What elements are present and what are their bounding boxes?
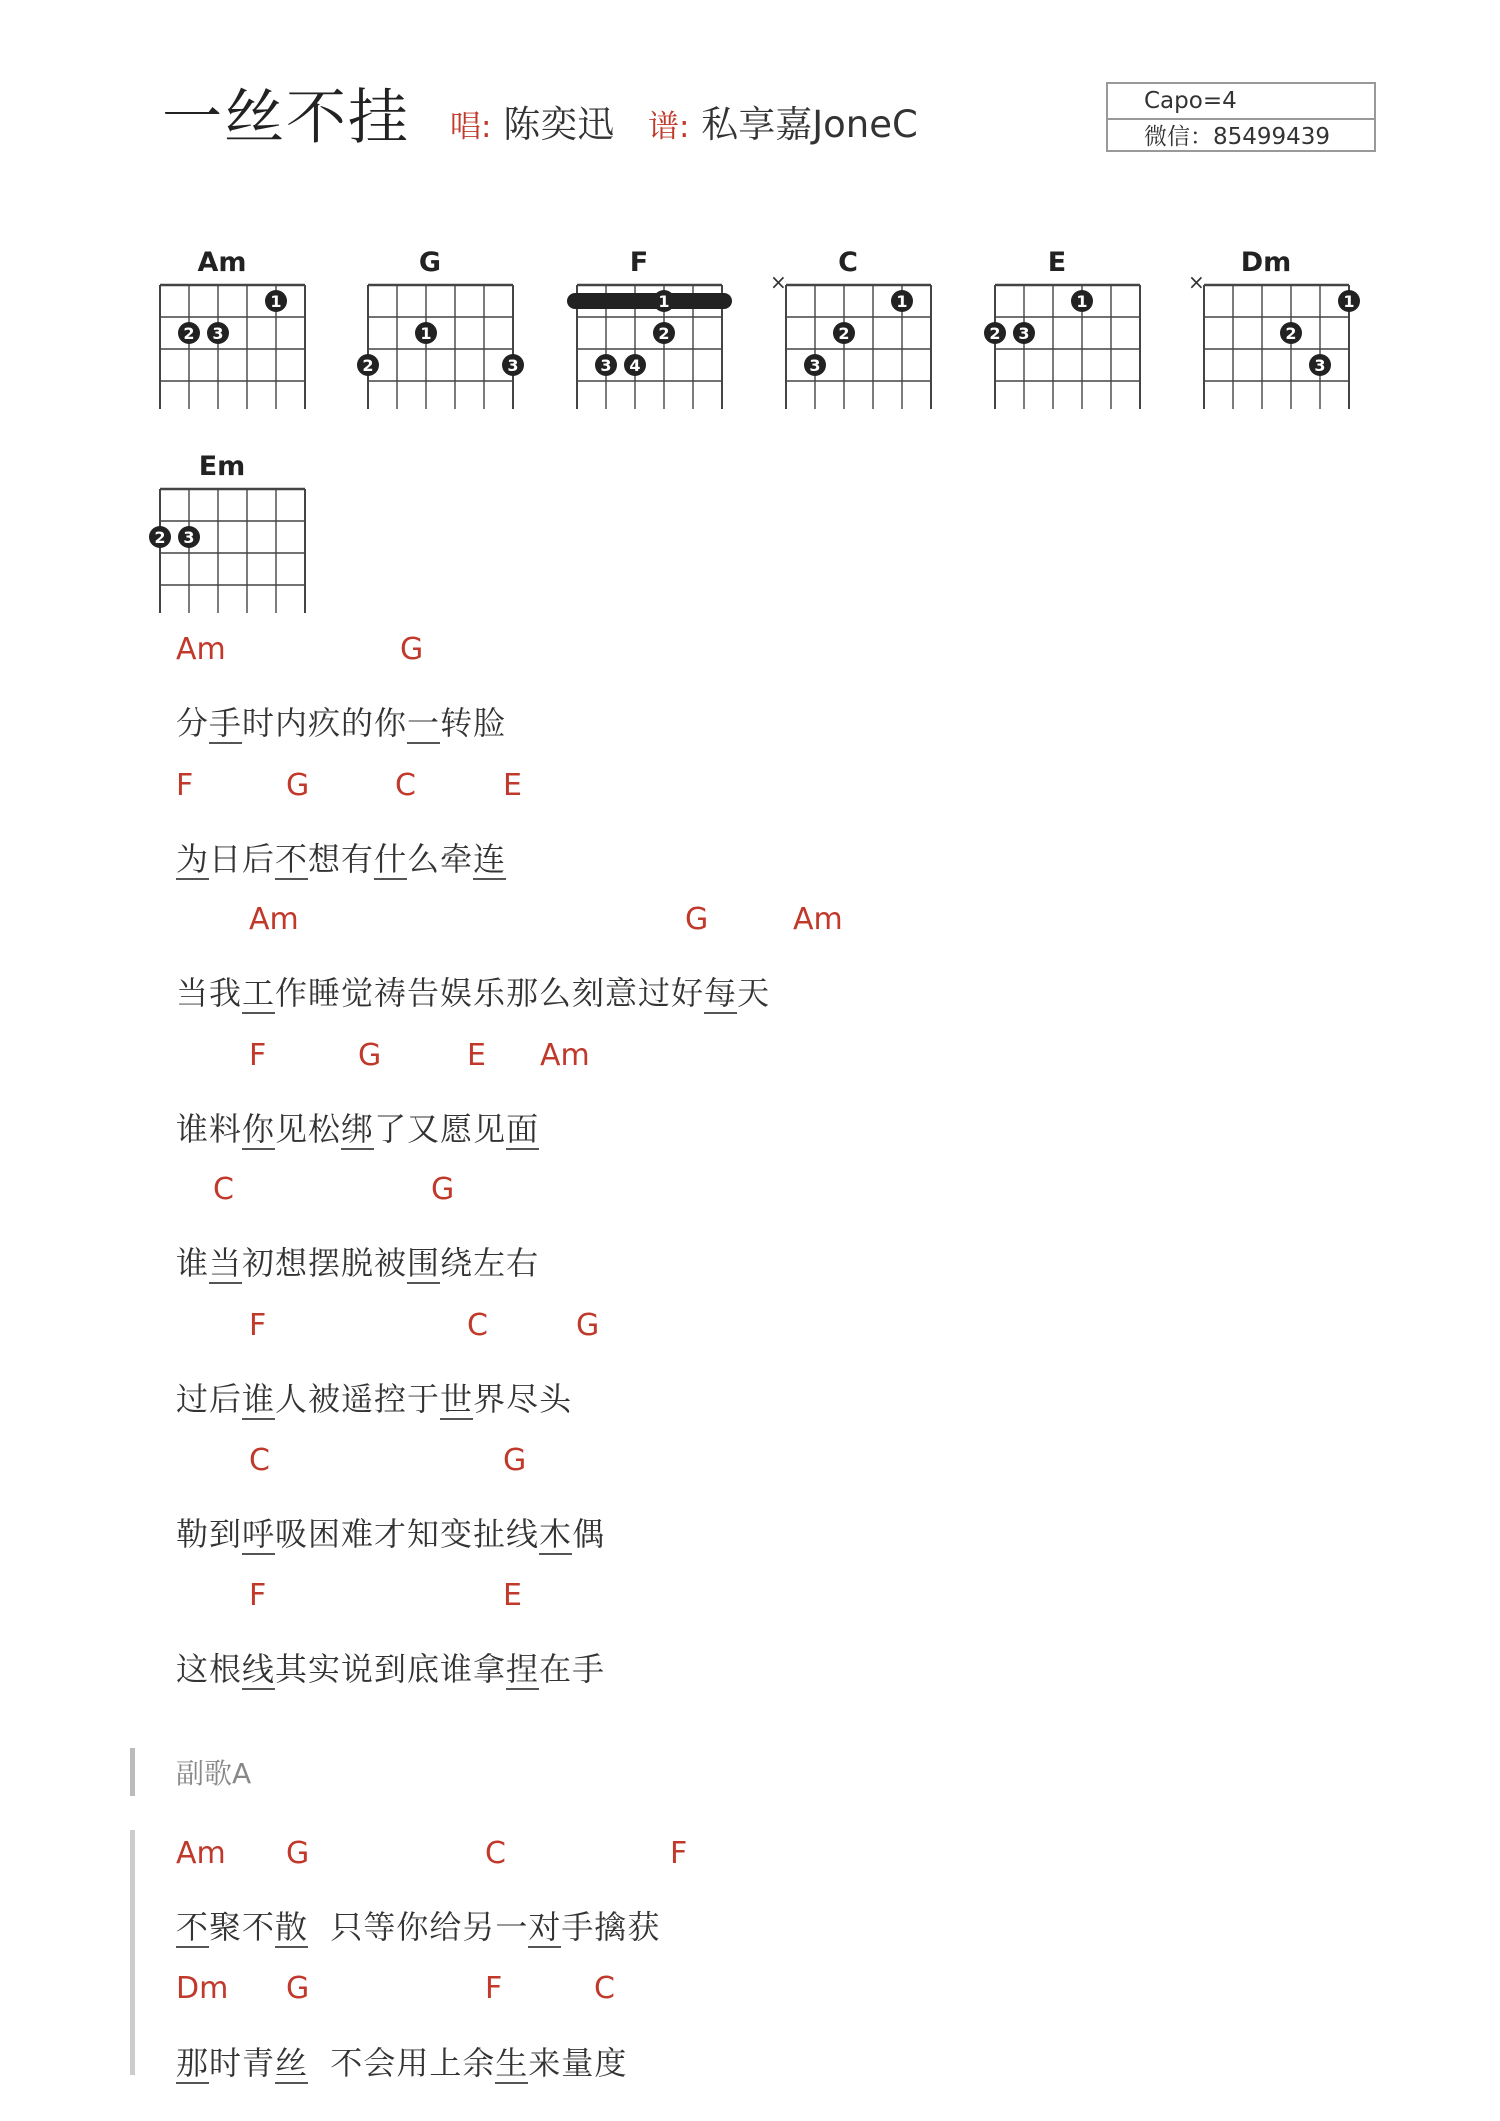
singer-name: 陈奕迅 bbox=[503, 103, 615, 146]
fretboard-grid bbox=[142, 269, 322, 409]
chord-symbol: Dm bbox=[176, 1971, 229, 2006]
song-title: 一丝不挂 bbox=[162, 83, 410, 153]
chord-symbol: F bbox=[670, 1836, 688, 1871]
lyric-line: 为日后不想有什么牵连 bbox=[176, 840, 507, 878]
chord-symbol: G bbox=[286, 1971, 310, 2006]
lyric-line: 当我工作睡觉祷告娱乐那么刻意过好每天 bbox=[176, 974, 771, 1012]
chord-symbol: G bbox=[576, 1308, 600, 1343]
chord-name: G bbox=[418, 247, 442, 278]
mute-mark: × bbox=[1188, 270, 1205, 294]
finger-number: 4 bbox=[629, 356, 641, 375]
chord-symbol: Am bbox=[793, 902, 843, 937]
finger-number: 1 bbox=[658, 292, 670, 311]
chord-symbol: G bbox=[286, 1836, 310, 1871]
chord-name: C bbox=[838, 247, 858, 278]
chord-symbol: Am bbox=[176, 632, 226, 667]
chord-symbol: F bbox=[176, 768, 194, 803]
finger-number: 1 bbox=[270, 292, 282, 311]
finger-number: 1 bbox=[1076, 292, 1088, 311]
chord-symbol: G bbox=[358, 1038, 382, 1073]
lyric-line: 分手时内疚的你一转脸 bbox=[176, 704, 507, 742]
finger-number: 2 bbox=[362, 356, 374, 375]
chord-name: Dm bbox=[1240, 247, 1292, 278]
section-label: 副歌A bbox=[176, 1757, 252, 1790]
finger-number: 3 bbox=[183, 528, 195, 547]
lyric-line: 不聚不散 只等你给另一对手擒获 bbox=[176, 1908, 661, 1946]
lyric-line: 勒到呼吸困难才知变扯线木偶 bbox=[176, 1515, 606, 1553]
capo-box bbox=[1106, 82, 1376, 152]
chord-symbol: Am bbox=[249, 902, 299, 937]
finger-number: 3 bbox=[809, 356, 821, 375]
finger-number: 2 bbox=[838, 324, 850, 343]
finger-number: 2 bbox=[658, 324, 670, 343]
barre-bar bbox=[567, 293, 732, 309]
chord-symbol: Am bbox=[540, 1038, 590, 1073]
chord-symbol: Am bbox=[176, 1836, 226, 1871]
fretboard-grid bbox=[1186, 269, 1366, 409]
chord-symbol: E bbox=[503, 768, 522, 803]
chord-symbol: E bbox=[503, 1578, 522, 1613]
fretboard-grid bbox=[768, 269, 948, 409]
finger-number: 2 bbox=[1285, 324, 1297, 343]
finger-number: 1 bbox=[1343, 292, 1355, 311]
chord-symbol: C bbox=[467, 1308, 488, 1343]
finger-number: 3 bbox=[507, 356, 519, 375]
fretboard-grid bbox=[350, 269, 530, 409]
finger-number: 3 bbox=[600, 356, 612, 375]
singer-info bbox=[450, 103, 615, 146]
chord-name: E bbox=[1047, 247, 1067, 278]
chord-name: F bbox=[629, 247, 649, 278]
arranger-name: 私享嘉JoneC bbox=[701, 103, 918, 146]
finger-number: 3 bbox=[1314, 356, 1326, 375]
lyric-line: 这根线其实说到底谁拿捏在手 bbox=[176, 1650, 606, 1688]
chord-symbol: G bbox=[286, 768, 310, 803]
section-bar-body bbox=[130, 1830, 135, 2075]
chord-name: Em bbox=[198, 451, 246, 482]
chord-symbol: G bbox=[685, 902, 709, 937]
lyric-line: 谁料你见松绑了又愿见面 bbox=[176, 1110, 540, 1148]
chord-symbol: G bbox=[503, 1443, 527, 1478]
fretboard-grid bbox=[977, 269, 1157, 409]
chord-symbol: C bbox=[395, 768, 416, 803]
chord-symbol: G bbox=[431, 1172, 455, 1207]
chord-symbol: C bbox=[249, 1443, 270, 1478]
chord-symbol: E bbox=[467, 1038, 486, 1073]
fretboard-grid bbox=[142, 473, 322, 613]
chord-symbol: C bbox=[485, 1836, 506, 1871]
capo-text: Capo=4 bbox=[1144, 88, 1237, 114]
chord-symbol: F bbox=[249, 1308, 267, 1343]
finger-number: 2 bbox=[183, 324, 195, 343]
finger-number: 3 bbox=[1018, 324, 1030, 343]
singer-label: 唱: bbox=[450, 109, 492, 145]
wechat-text: 微信：85499439 bbox=[1108, 118, 1374, 152]
chord-symbol: C bbox=[213, 1172, 234, 1207]
finger-number: 3 bbox=[212, 324, 224, 343]
lyric-line: 那时青丝 不会用上余生来量度 bbox=[176, 2044, 628, 2082]
chord-symbol: F bbox=[485, 1971, 503, 2006]
arranger-label: 谱: bbox=[648, 109, 690, 145]
mute-mark: × bbox=[770, 270, 787, 294]
chord-name: Am bbox=[197, 247, 247, 278]
chord-symbol: F bbox=[249, 1038, 267, 1073]
finger-number: 1 bbox=[420, 324, 432, 343]
chord-symbol: G bbox=[400, 632, 424, 667]
fretboard-grid bbox=[559, 269, 739, 409]
finger-number: 2 bbox=[154, 528, 166, 547]
finger-number: 1 bbox=[896, 292, 908, 311]
section-bar bbox=[130, 1748, 135, 1796]
chord-symbol: C bbox=[594, 1971, 615, 2006]
lyric-line: 谁当初想摆脱被围绕左右 bbox=[176, 1244, 540, 1282]
chord-symbol: F bbox=[249, 1578, 267, 1613]
arranger-info bbox=[648, 103, 918, 146]
lyric-line: 过后谁人被遥控于世界尽头 bbox=[176, 1380, 573, 1418]
finger-number: 2 bbox=[989, 324, 1001, 343]
